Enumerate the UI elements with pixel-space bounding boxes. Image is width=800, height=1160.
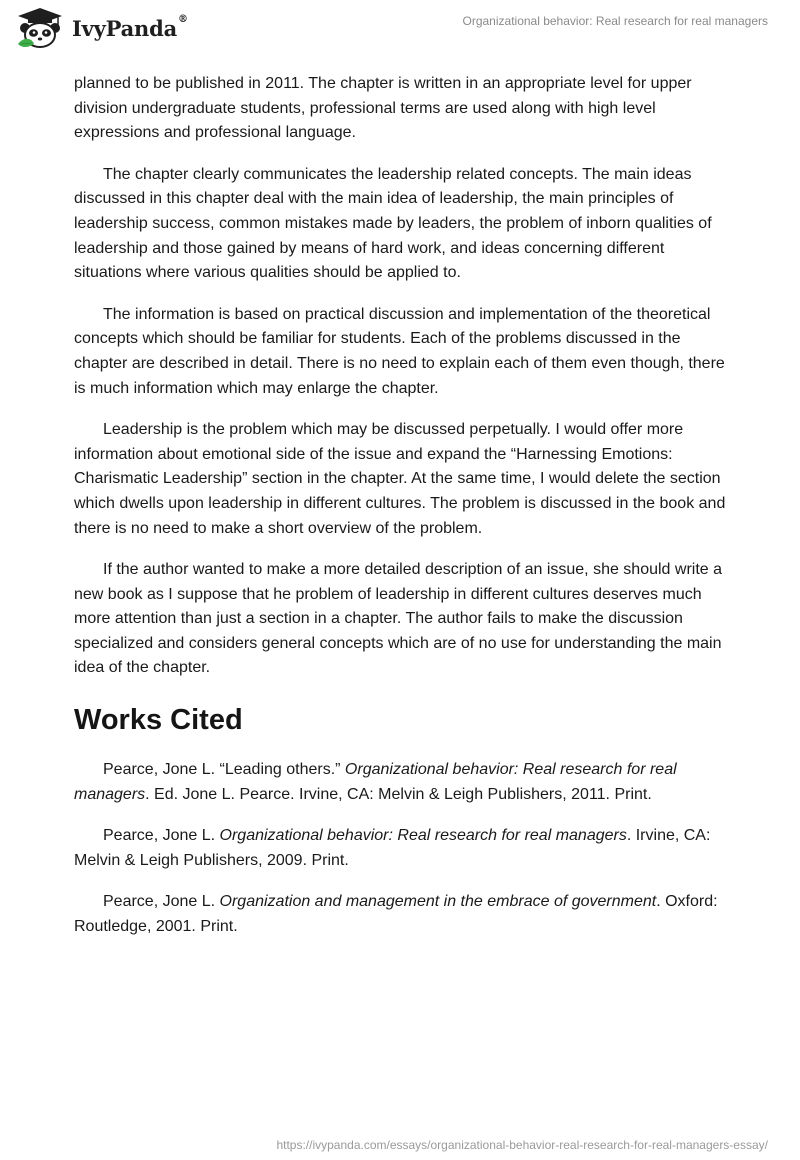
document-title: Organizational behavior: Real research for real managers xyxy=(462,14,768,28)
source-url-link[interactable]: https://ivypanda.com/essays/organizational-behavior-real-research-for-real-managers-essay/ xyxy=(276,1138,768,1152)
body-paragraph: If the author wanted to make a more detailed description of an issue, she should write a new book as I suppose that he problem of leadership in different cultures deserves much more attention than just a section in a chapter. The author fails to make the discussion specialized and considers general concepts which are of no use for understanding the main idea of the chapter. xyxy=(74,561,723,677)
citation-entry: Pearce, Jone L. Organizational behavior: Real research for real managers. Irvine, CA: Melvin & Leigh Publishers, 2009. Print. xyxy=(74,827,711,869)
works-cited-heading: Works Cited xyxy=(74,704,243,737)
body-paragraph: The information is based on practical discussion and implementation of the theoretical concepts which should be familiar for students. Each of the problems discussed in the chapter are described in detail. There is no need to explain each of them even though, there is much information which may enlarge the chapter. xyxy=(74,305,725,397)
body-paragraph: Leadership is the problem which may be discussed perpetually. I would offer more information about emotional side of the issue and expand the “Harnessing Emotions: Charismatic Leadership” section in the chapter. At the same time, I would delete the section which dwells upon leadership in different cultures. The problem is discussed in the book and there is no need to make a short overview of the problem. xyxy=(74,421,726,537)
body-paragraph: planned to be published in 2011. The chapter is written in an appropriate level for upper division undergraduate students, professional terms are used along with high level expressions and professional language. xyxy=(74,75,692,142)
essay-content xyxy=(74,72,734,957)
logo-wordmark: IvyPanda® xyxy=(72,13,188,41)
panda-graduate-icon xyxy=(14,6,66,50)
body-paragraph: The chapter clearly communicates the leadership related concepts. The main ideas discussed in this chapter deal with the main idea of leadership, the main principles of leadership success, common mistakes made by leaders, the problem of inborn qualities of leadership and those gained by means of hard work, and ideas concerning different situations where various qualities should be applied to. xyxy=(74,165,712,282)
citation-entry: Pearce, Jone L. Organization and management in the embrace of government. Oxford: Routledge, 2001. Print. xyxy=(74,893,718,936)
citation-entry: Pearce, Jone L. “Leading others.” Organizational behavior: Real research for real managers. Ed. Jone L. Pearce. Irvine, CA: Melvin & Leigh Publishers, 2011. Print. xyxy=(74,761,677,803)
logo[interactable] xyxy=(14,6,188,50)
